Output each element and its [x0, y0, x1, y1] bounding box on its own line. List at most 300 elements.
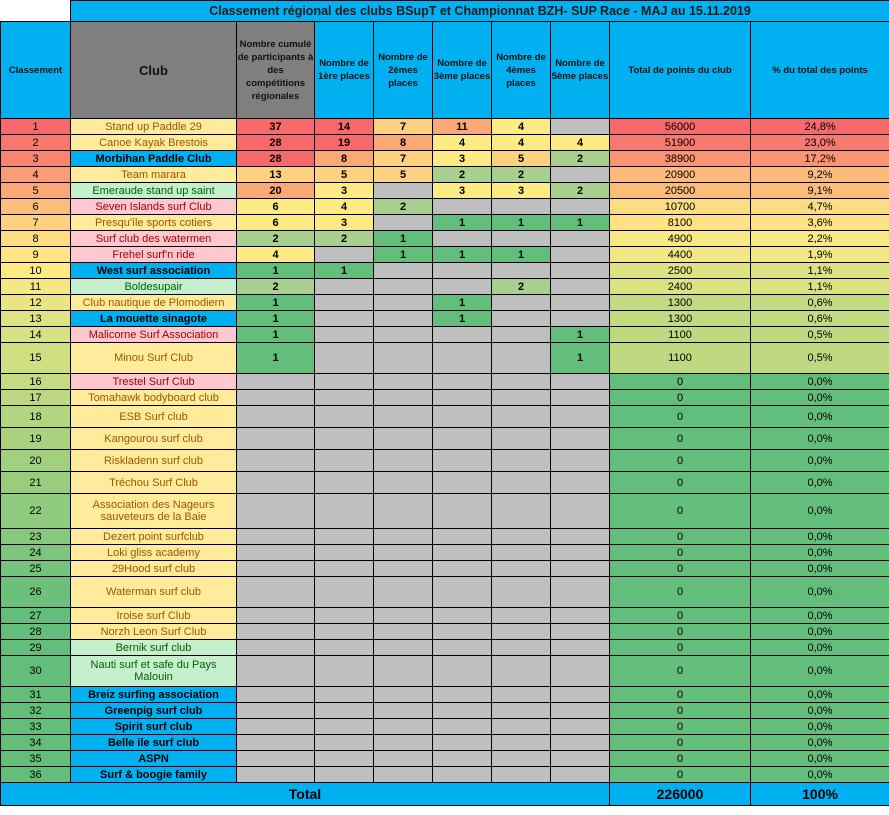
table-row [1, 767, 889, 783]
percent-cell: 0,0% [751, 751, 889, 767]
p5-cell [551, 561, 610, 577]
p2-cell [374, 263, 433, 279]
p1-cell [315, 295, 374, 311]
rank-cell: 21 [1, 472, 71, 494]
percent-cell: 0,0% [751, 545, 889, 561]
p1-cell [315, 327, 374, 343]
p1-cell: 14 [315, 119, 374, 135]
percent-cell: 0,0% [751, 687, 889, 703]
p2-cell [374, 529, 433, 545]
table-row [1, 703, 889, 719]
p3-cell: 1 [433, 295, 492, 311]
rank-cell: 25 [1, 561, 71, 577]
p4-cell [492, 295, 551, 311]
p4-cell [492, 263, 551, 279]
club-cell: Greenpig surf club [71, 703, 237, 719]
p1-cell [315, 719, 374, 735]
header-percent: % du total des points [751, 22, 889, 119]
p2-cell [374, 311, 433, 327]
p4-cell [492, 640, 551, 656]
table-row [1, 167, 889, 183]
rank-cell: 34 [1, 735, 71, 751]
rank-cell: 27 [1, 608, 71, 624]
p3-cell [433, 719, 492, 735]
p3-cell: 2 [433, 167, 492, 183]
club-cell: Canoe Kayak Brestois [71, 135, 237, 151]
rank-cell: 36 [1, 767, 71, 783]
rank-cell: 26 [1, 577, 71, 608]
p5-cell [551, 640, 610, 656]
p5-cell [551, 295, 610, 311]
participants-cell [237, 735, 315, 751]
points-cell: 0 [610, 624, 751, 640]
table-row [1, 735, 889, 751]
p2-cell [374, 751, 433, 767]
p2-cell [374, 327, 433, 343]
total-row [1, 783, 889, 806]
total-label: Total [1, 783, 610, 806]
club-cell: Surf club des watermen [71, 231, 237, 247]
table-row [1, 374, 889, 390]
p5-cell [551, 577, 610, 608]
points-cell: 2400 [610, 279, 751, 295]
p3-cell [433, 263, 492, 279]
club-cell: 29Hood surf club [71, 561, 237, 577]
participants-cell [237, 545, 315, 561]
points-cell: 0 [610, 735, 751, 751]
participants-cell: 2 [237, 231, 315, 247]
p3-cell [433, 640, 492, 656]
p5-cell [551, 311, 610, 327]
rank-cell: 33 [1, 719, 71, 735]
p1-cell [315, 545, 374, 561]
p4-cell: 3 [492, 183, 551, 199]
p2-cell: 2 [374, 199, 433, 215]
participants-cell [237, 608, 315, 624]
club-cell: Association des Nageurs sauveteurs de la Baie [71, 494, 237, 529]
p3-cell [433, 472, 492, 494]
p1-cell [315, 687, 374, 703]
rank-cell: 15 [1, 343, 71, 374]
p1-cell: 2 [315, 231, 374, 247]
club-cell: Bernik surf club [71, 640, 237, 656]
participants-cell [237, 450, 315, 472]
club-cell: Surf & boogie family [71, 767, 237, 783]
p4-cell [492, 428, 551, 450]
club-cell: Tréchou Surf Club [71, 472, 237, 494]
header-third-places: Nombre de 3ème places [433, 22, 492, 119]
p5-cell: 1 [551, 215, 610, 231]
table-row [1, 231, 889, 247]
p1-cell [315, 751, 374, 767]
club-cell: Trestel Surf Club [71, 374, 237, 390]
p1-cell [315, 472, 374, 494]
p4-cell [492, 199, 551, 215]
p1-cell [315, 343, 374, 374]
p2-cell [374, 494, 433, 529]
percent-cell: 1,1% [751, 279, 889, 295]
participants-cell [237, 390, 315, 406]
club-cell: Spirit surf club [71, 719, 237, 735]
club-cell: Club nautique de Plomodiern [71, 295, 237, 311]
p2-cell [374, 279, 433, 295]
p4-cell [492, 545, 551, 561]
p1-cell [315, 608, 374, 624]
p1-cell [315, 529, 374, 545]
participants-cell: 28 [237, 135, 315, 151]
club-cell: Loki gliss academy [71, 545, 237, 561]
header-first-places: Nombre de 1ère places [315, 22, 374, 119]
rank-cell: 20 [1, 450, 71, 472]
percent-cell: 0,6% [751, 295, 889, 311]
club-cell: Belle ile surf club [71, 735, 237, 751]
p2-cell [374, 183, 433, 199]
p4-cell [492, 624, 551, 640]
points-cell: 1300 [610, 311, 751, 327]
p1-cell [315, 561, 374, 577]
rank-cell: 24 [1, 545, 71, 561]
p5-cell: 1 [551, 343, 610, 374]
percent-cell: 0,0% [751, 703, 889, 719]
p4-cell: 5 [492, 151, 551, 167]
table-row [1, 390, 889, 406]
header-total-points: Total de points du club [610, 22, 751, 119]
p1-cell [315, 311, 374, 327]
percent-cell: 0,6% [751, 311, 889, 327]
percent-cell: 0,0% [751, 608, 889, 624]
p2-cell: 5 [374, 167, 433, 183]
p3-cell [433, 751, 492, 767]
table-row [1, 343, 889, 374]
p2-cell: 1 [374, 231, 433, 247]
p5-cell [551, 406, 610, 428]
rank-cell: 18 [1, 406, 71, 428]
p2-cell [374, 390, 433, 406]
p2-cell: 8 [374, 135, 433, 151]
p3-cell: 11 [433, 119, 492, 135]
club-cell: Minou Surf Club [71, 343, 237, 374]
club-cell: Norzh Leon Surf Club [71, 624, 237, 640]
p1-cell: 8 [315, 151, 374, 167]
club-cell: ESB Surf club [71, 406, 237, 428]
percent-cell: 1,9% [751, 247, 889, 263]
header-club: Club [71, 22, 237, 119]
p4-cell [492, 231, 551, 247]
p3-cell [433, 656, 492, 687]
points-cell: 0 [610, 450, 751, 472]
participants-cell [237, 687, 315, 703]
rank-cell: 14 [1, 327, 71, 343]
points-cell: 4900 [610, 231, 751, 247]
club-cell: La mouette sinagote [71, 311, 237, 327]
participants-cell: 20 [237, 183, 315, 199]
rank-cell: 32 [1, 703, 71, 719]
club-cell: Tomahawk bodyboard club [71, 390, 237, 406]
rank-cell: 4 [1, 167, 71, 183]
rank-cell: 5 [1, 183, 71, 199]
p3-cell [433, 561, 492, 577]
p5-cell [551, 428, 610, 450]
table-row [1, 247, 889, 263]
participants-cell [237, 472, 315, 494]
p4-cell [492, 561, 551, 577]
p4-cell [492, 374, 551, 390]
points-cell: 0 [610, 767, 751, 783]
p4-cell [492, 450, 551, 472]
percent-cell: 9,2% [751, 167, 889, 183]
rank-cell: 12 [1, 295, 71, 311]
participants-cell [237, 719, 315, 735]
p2-cell [374, 767, 433, 783]
points-cell: 1100 [610, 343, 751, 374]
table-row [1, 450, 889, 472]
p1-cell: 3 [315, 215, 374, 231]
club-cell: Boldesupair [71, 279, 237, 295]
points-cell: 0 [610, 494, 751, 529]
club-cell: ASPN [71, 751, 237, 767]
p3-cell [433, 545, 492, 561]
p1-cell [315, 450, 374, 472]
p1-cell [315, 656, 374, 687]
rank-cell: 7 [1, 215, 71, 231]
participants-cell: 1 [237, 343, 315, 374]
p3-cell [433, 231, 492, 247]
p4-cell: 4 [492, 135, 551, 151]
header-participants: Nombre cumulé de participants à des compétitions régionales [237, 22, 315, 119]
participants-cell [237, 624, 315, 640]
percent-cell: 24,8% [751, 119, 889, 135]
rank-cell: 29 [1, 640, 71, 656]
table-row [1, 327, 889, 343]
percent-cell: 9,1% [751, 183, 889, 199]
p3-cell [433, 608, 492, 624]
header-fourth-places: Nombre de 4èmes places [492, 22, 551, 119]
table-row [1, 263, 889, 279]
p4-cell [492, 577, 551, 608]
p2-cell [374, 472, 433, 494]
p3-cell [433, 529, 492, 545]
p5-cell [551, 263, 610, 279]
rank-cell: 28 [1, 624, 71, 640]
rank-cell: 31 [1, 687, 71, 703]
p1-cell [315, 577, 374, 608]
percent-cell: 0,0% [751, 624, 889, 640]
p3-cell: 3 [433, 151, 492, 167]
participants-cell: 37 [237, 119, 315, 135]
points-cell: 4400 [610, 247, 751, 263]
participants-cell [237, 561, 315, 577]
p5-cell [551, 624, 610, 640]
points-cell: 0 [610, 577, 751, 608]
percent-cell: 0,5% [751, 343, 889, 374]
p4-cell [492, 608, 551, 624]
total-points: 226000 [610, 783, 751, 806]
points-cell: 1100 [610, 327, 751, 343]
participants-cell [237, 494, 315, 529]
club-cell: Seven Islands surf Club [71, 199, 237, 215]
participants-cell [237, 529, 315, 545]
sheet-title: Classement régional des clubs BSupT et Championnat BZH- SUP Race - MAJ au 15.11.2019 [71, 1, 889, 22]
points-cell: 0 [610, 472, 751, 494]
p3-cell: 3 [433, 183, 492, 199]
percent-cell: 0,0% [751, 472, 889, 494]
points-cell: 20900 [610, 167, 751, 183]
points-cell: 51900 [610, 135, 751, 151]
p5-cell [551, 703, 610, 719]
p4-cell [492, 703, 551, 719]
points-cell: 2500 [610, 263, 751, 279]
participants-cell: 4 [237, 247, 315, 263]
p5-cell [551, 450, 610, 472]
p1-cell [315, 390, 374, 406]
header-fifth-places: Nombre de 5ème places [551, 22, 610, 119]
participants-cell [237, 374, 315, 390]
club-cell: Frehel surf'n ride [71, 247, 237, 263]
rank-cell: 10 [1, 263, 71, 279]
p1-cell: 1 [315, 263, 374, 279]
p1-cell: 5 [315, 167, 374, 183]
p3-cell [433, 735, 492, 751]
rank-cell: 13 [1, 311, 71, 327]
points-cell: 0 [610, 390, 751, 406]
p3-cell: 1 [433, 247, 492, 263]
rank-cell: 30 [1, 656, 71, 687]
p5-cell: 4 [551, 135, 610, 151]
header-rank: Classement [1, 22, 71, 119]
p5-cell [551, 374, 610, 390]
header-second-places: Nombre de 2èmes places [374, 22, 433, 119]
points-cell: 1300 [610, 295, 751, 311]
club-cell: Emeraude stand up saint [71, 183, 237, 199]
p2-cell [374, 640, 433, 656]
points-cell: 38900 [610, 151, 751, 167]
p4-cell [492, 311, 551, 327]
p2-cell [374, 215, 433, 231]
p5-cell [551, 199, 610, 215]
p2-cell [374, 687, 433, 703]
table-row [1, 577, 889, 608]
corner-blank [1, 1, 71, 22]
p3-cell: 1 [433, 311, 492, 327]
club-cell: Malicorne Surf Association [71, 327, 237, 343]
rank-cell: 8 [1, 231, 71, 247]
p3-cell [433, 199, 492, 215]
p1-cell [315, 428, 374, 450]
p1-cell [315, 624, 374, 640]
club-cell: Team marara [71, 167, 237, 183]
p4-cell [492, 343, 551, 374]
percent-cell: 4,7% [751, 199, 889, 215]
points-cell: 10700 [610, 199, 751, 215]
percent-cell: 0,0% [751, 656, 889, 687]
table-row [1, 406, 889, 428]
percent-cell: 0,0% [751, 494, 889, 529]
participants-cell [237, 703, 315, 719]
percent-cell: 23,0% [751, 135, 889, 151]
p5-cell: 2 [551, 151, 610, 167]
points-cell: 0 [610, 428, 751, 450]
p4-cell [492, 327, 551, 343]
table-row [1, 529, 889, 545]
p5-cell [551, 545, 610, 561]
rank-cell: 3 [1, 151, 71, 167]
p5-cell [551, 687, 610, 703]
percent-cell: 0,0% [751, 428, 889, 450]
p2-cell [374, 406, 433, 428]
p4-cell [492, 494, 551, 529]
percent-cell: 1,1% [751, 263, 889, 279]
p2-cell [374, 545, 433, 561]
p1-cell [315, 247, 374, 263]
points-cell: 0 [610, 687, 751, 703]
p4-cell [492, 735, 551, 751]
table-row [1, 199, 889, 215]
p3-cell [433, 406, 492, 428]
p5-cell [551, 735, 610, 751]
percent-cell: 0,0% [751, 640, 889, 656]
rank-cell: 6 [1, 199, 71, 215]
p1-cell [315, 374, 374, 390]
p4-cell: 4 [492, 119, 551, 135]
percent-cell: 0,0% [751, 529, 889, 545]
participants-cell: 28 [237, 151, 315, 167]
table-row [1, 608, 889, 624]
p5-cell: 1 [551, 327, 610, 343]
p1-cell [315, 279, 374, 295]
club-cell: Breiz surfing association [71, 687, 237, 703]
p3-cell: 1 [433, 215, 492, 231]
p1-cell [315, 406, 374, 428]
percent-cell: 0,0% [751, 735, 889, 751]
p3-cell [433, 703, 492, 719]
p4-cell: 1 [492, 215, 551, 231]
participants-cell [237, 577, 315, 608]
p4-cell [492, 656, 551, 687]
p2-cell [374, 428, 433, 450]
p2-cell [374, 374, 433, 390]
table-row [1, 624, 889, 640]
p5-cell [551, 656, 610, 687]
participants-cell [237, 428, 315, 450]
p5-cell [551, 529, 610, 545]
p5-cell [551, 279, 610, 295]
table-row [1, 494, 889, 529]
p5-cell [551, 247, 610, 263]
percent-cell: 0,0% [751, 406, 889, 428]
points-cell: 0 [610, 608, 751, 624]
p1-cell [315, 767, 374, 783]
club-cell: Waterman surf club [71, 577, 237, 608]
p2-cell [374, 656, 433, 687]
p1-cell [315, 494, 374, 529]
p5-cell [551, 231, 610, 247]
table-row [1, 719, 889, 735]
participants-cell [237, 406, 315, 428]
club-cell: Dezert point surfclub [71, 529, 237, 545]
p1-cell [315, 735, 374, 751]
p3-cell [433, 279, 492, 295]
p2-cell [374, 735, 433, 751]
participants-cell [237, 640, 315, 656]
p4-cell [492, 767, 551, 783]
p5-cell [551, 494, 610, 529]
p1-cell [315, 703, 374, 719]
participants-cell: 1 [237, 295, 315, 311]
points-cell: 0 [610, 703, 751, 719]
points-cell: 0 [610, 561, 751, 577]
p3-cell [433, 390, 492, 406]
p4-cell [492, 406, 551, 428]
